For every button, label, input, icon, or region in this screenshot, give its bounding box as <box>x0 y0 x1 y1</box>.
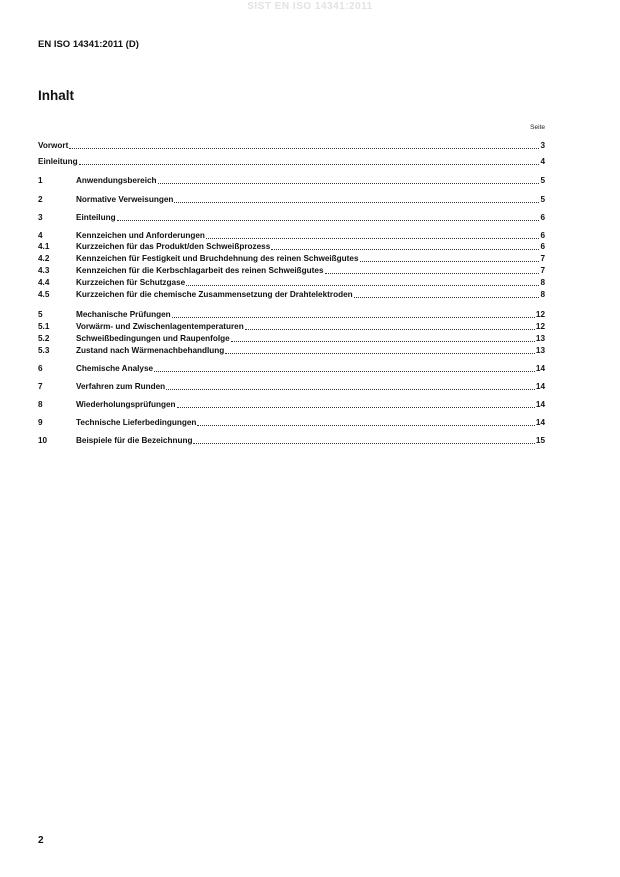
toc-entry[interactable] <box>38 436 545 446</box>
toc-entry-title: Mechanische Prüfungen <box>76 310 171 319</box>
toc-entry-page: 14 <box>535 418 545 427</box>
toc-entry-title: Beispiele für die Bezeichnung <box>76 436 193 445</box>
toc-dot-leader <box>79 157 540 165</box>
toc-entry[interactable] <box>38 346 545 356</box>
page-title: Inhalt <box>38 88 74 103</box>
toc-entry-title: Kurzzeichen für Schutzgase <box>76 278 186 287</box>
toc-entry[interactable] <box>38 266 545 276</box>
toc-dot-leader <box>69 141 539 149</box>
toc-dot-leader <box>193 436 534 444</box>
toc-entry[interactable] <box>38 310 545 320</box>
toc-entry-title: Vorwort <box>38 141 69 150</box>
toc-entry[interactable] <box>38 195 545 205</box>
toc-entry-title: Einteilung <box>76 213 116 222</box>
toc-entry-number: 1 <box>38 176 43 185</box>
toc-entry[interactable] <box>38 157 545 167</box>
toc-entry-page: 4 <box>540 157 545 166</box>
toc-entry-number: 4.1 <box>38 242 50 251</box>
toc-entry-page: 12 <box>535 310 545 319</box>
toc-entry-number: 6 <box>38 364 43 373</box>
toc-entry-page: 8 <box>540 290 545 299</box>
page-column-label: Seite <box>530 124 545 131</box>
toc-entry-title: Zustand nach Wärmenachbehandlung <box>76 346 225 355</box>
toc-entry-number: 10 <box>38 436 48 445</box>
toc-dot-leader <box>271 242 539 250</box>
toc-entry-number: 4.3 <box>38 266 50 275</box>
toc-entry-page: 7 <box>540 266 545 275</box>
toc-entry-page: 6 <box>540 231 545 240</box>
toc-entry-page: 14 <box>535 382 545 391</box>
toc-dot-leader <box>325 266 540 274</box>
toc-dot-leader <box>197 418 534 426</box>
toc-entry[interactable] <box>38 254 545 264</box>
toc-dot-leader <box>186 278 539 286</box>
toc-entry-number: 7 <box>38 382 43 391</box>
toc-entry-title: Technische Lieferbedingungen <box>76 418 197 427</box>
toc-entry-title: Vorwärm- und Zwischenlagentemperaturen <box>76 322 244 331</box>
toc-entry-page: 7 <box>540 254 545 263</box>
toc-entry-page: 5 <box>540 176 545 185</box>
toc-entry[interactable] <box>38 290 545 300</box>
toc-entry-page: 15 <box>535 436 545 445</box>
toc-entry[interactable] <box>38 334 545 344</box>
toc-entry[interactable] <box>38 364 545 374</box>
toc-dot-leader <box>117 213 540 221</box>
toc-entry-title: Kurzzeichen für das Produkt/den Schweißprozess <box>76 242 271 251</box>
toc-entry-title: Wiederholungsprüfungen <box>76 400 176 409</box>
toc-entry[interactable] <box>38 322 545 332</box>
toc-entry-number: 4.5 <box>38 290 50 299</box>
toc-entry-title: Normative Verweisungen <box>76 195 174 204</box>
toc-entry-title: Verfahren zum Runden <box>76 382 166 391</box>
toc-entry[interactable] <box>38 382 545 392</box>
toc-entry-number: 8 <box>38 400 43 409</box>
toc-dot-leader <box>158 176 540 184</box>
toc-entry-title: Anwendungsbereich <box>76 176 157 185</box>
toc-entry[interactable] <box>38 242 545 252</box>
toc-entry-title: Chemische Analyse <box>76 364 154 373</box>
toc-dot-leader <box>360 254 540 262</box>
toc-entry[interactable] <box>38 176 545 186</box>
toc-entry-title: Einleitung <box>38 157 78 166</box>
document-id: EN ISO 14341:2011 (D) <box>38 39 139 50</box>
toc-dot-leader <box>177 400 535 408</box>
toc-entry-number: 5.2 <box>38 334 50 343</box>
toc-entry-page: 5 <box>540 195 545 204</box>
toc-entry-title: Kurzzeichen für die chemische Zusammensetzung der Drahtelektroden <box>76 290 353 299</box>
toc-entry-title: Kennzeichen und Anforderungen <box>76 231 205 240</box>
toc-entry-number: 4.4 <box>38 278 50 287</box>
toc-entry-page: 14 <box>535 364 545 373</box>
toc-entry-title: Kennzeichen für die Kerbschlagarbeit des reinen Schweißgutes <box>76 266 324 275</box>
watermark: SIST EN ISO 14341:2011 <box>247 1 373 12</box>
toc-entry-page: 6 <box>540 242 545 251</box>
toc-entry[interactable] <box>38 278 545 288</box>
toc-entry-page: 8 <box>540 278 545 287</box>
toc-dot-leader <box>154 364 535 372</box>
toc-dot-leader <box>231 334 535 342</box>
toc-entry-number: 4 <box>38 231 43 240</box>
toc-dot-leader <box>172 310 535 318</box>
toc-dot-leader <box>206 231 540 239</box>
toc-entry-number: 3 <box>38 213 43 222</box>
toc-dot-leader <box>225 346 535 354</box>
toc-entry-number: 5.3 <box>38 346 50 355</box>
toc-dot-leader <box>166 382 535 390</box>
toc-entry-page: 13 <box>535 346 545 355</box>
toc-entry-number: 5.1 <box>38 322 50 331</box>
toc-entry-page: 6 <box>540 213 545 222</box>
toc-entry[interactable] <box>38 231 545 241</box>
toc-entry-number: 9 <box>38 418 43 427</box>
toc-entry-page: 13 <box>535 334 545 343</box>
toc-entry-number: 5 <box>38 310 43 319</box>
toc-entry-number: 4.2 <box>38 254 50 263</box>
toc-dot-leader <box>245 322 535 330</box>
toc-dot-leader <box>174 195 539 203</box>
toc-entry[interactable] <box>38 418 545 428</box>
page-number: 2 <box>38 835 44 846</box>
toc-entry-number: 2 <box>38 195 43 204</box>
toc-entry-title: Kennzeichen für Festigkeit und Bruchdehnung des reinen Schweißgutes <box>76 254 359 263</box>
toc-entry-title: Schweißbedingungen und Raupenfolge <box>76 334 230 343</box>
toc-entry-page: 3 <box>540 141 545 150</box>
toc-entry[interactable] <box>38 213 545 223</box>
toc-entry[interactable] <box>38 400 545 410</box>
toc-entry[interactable] <box>38 141 545 151</box>
toc-entry-page: 12 <box>535 322 545 331</box>
toc-entry-page: 14 <box>535 400 545 409</box>
toc-dot-leader <box>354 290 540 298</box>
